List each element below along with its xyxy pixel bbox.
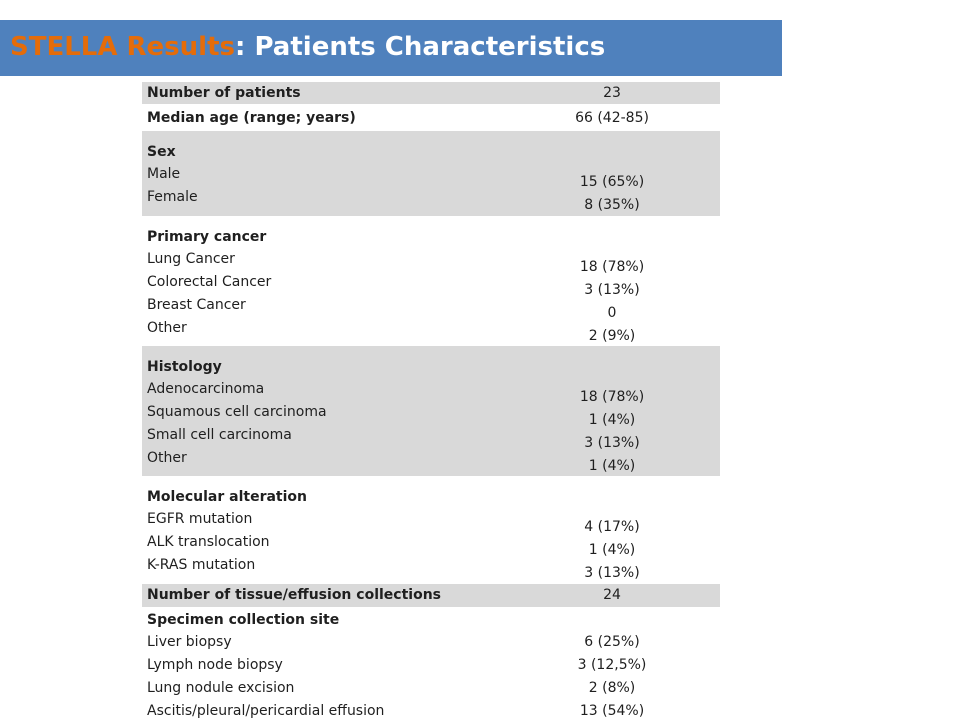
row-value: 4 (17%) — [584, 519, 640, 535]
row-heading: Histology — [147, 359, 222, 375]
row-value: 8 (35%) — [584, 197, 640, 213]
row-value: 2 (9%) — [588, 328, 636, 344]
row-heading: Sex — [147, 144, 176, 160]
row-item: Other — [147, 450, 187, 466]
row-item: Male — [147, 166, 181, 182]
title-rest: : Patients Characteristics — [235, 32, 606, 62]
characteristics-table — [142, 82, 720, 721]
row-value: 3 (13%) — [584, 435, 640, 451]
row-value: 1 (4%) — [588, 412, 636, 428]
row-item: Small cell carcinoma — [147, 427, 292, 443]
row-item: K-RAS mutation — [147, 557, 256, 573]
row-item: Lung nodule excision — [147, 680, 295, 696]
row-value: 2 (8%) — [588, 680, 636, 696]
row-item: Lung Cancer — [147, 251, 235, 267]
row-value: 15 (65%) — [579, 174, 645, 190]
row-item: Other — [147, 320, 187, 336]
row-label: Number of patients — [147, 85, 301, 101]
table-row-number-of-patients — [142, 82, 720, 104]
title-bar — [0, 20, 782, 76]
title-accent: STELLA Results — [10, 32, 235, 62]
table-row-molecular-alteration — [142, 476, 720, 584]
table-row-primary-cancer — [142, 216, 720, 346]
table-row-median-age — [142, 104, 720, 131]
row-item: Breast Cancer — [147, 297, 246, 313]
row-value: 18 (78%) — [579, 259, 645, 275]
row-value: 3 (12,5%) — [577, 657, 647, 673]
row-value: 24 — [603, 587, 621, 603]
table-row-sex — [142, 131, 720, 216]
row-heading: Molecular alteration — [147, 489, 307, 505]
row-item: ALK translocation — [147, 534, 270, 550]
row-value: 1 (4%) — [588, 458, 636, 474]
row-item: Lymph node biopsy — [147, 657, 283, 673]
row-label: Median age (range; years) — [147, 110, 356, 126]
row-label: Number of tissue/effusion collections — [147, 587, 441, 603]
page-title — [10, 30, 605, 64]
row-value: 66 (42-85) — [575, 110, 649, 126]
row-value: 3 (13%) — [584, 565, 640, 581]
row-item: Squamous cell carcinoma — [147, 404, 327, 420]
table-row-specimen-collection-site — [142, 607, 720, 721]
row-heading: Specimen collection site — [147, 612, 340, 628]
row-item: Female — [147, 189, 198, 205]
row-value: 13 (54%) — [579, 703, 645, 719]
row-item: EGFR mutation — [147, 511, 253, 527]
row-heading: Primary cancer — [147, 229, 267, 245]
row-value: 3 (13%) — [584, 282, 640, 298]
row-value: 18 (78%) — [579, 389, 645, 405]
row-value: 0 — [607, 305, 617, 321]
row-value: 6 (25%) — [584, 634, 640, 650]
row-value: 23 — [603, 85, 621, 101]
row-value: 1 (4%) — [588, 542, 636, 558]
row-item: Liver biopsy — [147, 634, 232, 650]
table-row-number-of-collections — [142, 584, 720, 607]
row-item: Colorectal Cancer — [147, 274, 272, 290]
table-row-histology — [142, 346, 720, 476]
row-item: Adenocarcinoma — [147, 381, 265, 397]
row-item: Ascitis/pleural/pericardial effusion — [147, 703, 385, 719]
